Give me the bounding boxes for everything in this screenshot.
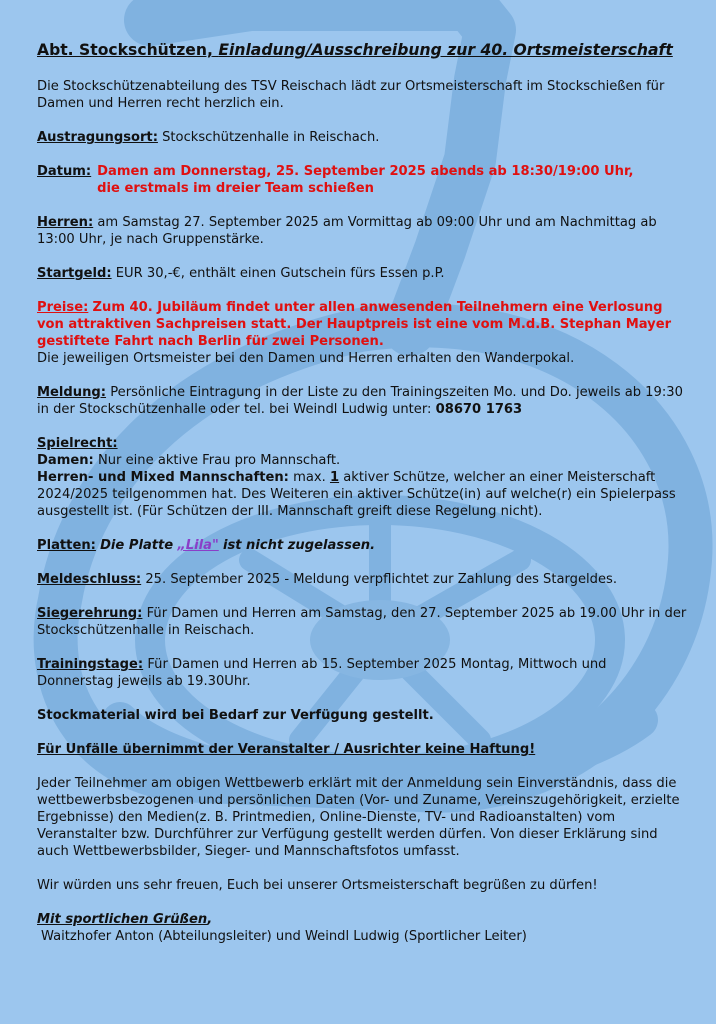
section-trainingstage [37, 656, 687, 690]
greeting [37, 911, 687, 928]
intro-text: Die Stockschützenabteilung des TSV Reischach lädt zur Ortsmeisterschaft im Stockschießen für Damen und Herren recht herzlich ein. [37, 79, 665, 111]
preise-label: Preise: [37, 300, 89, 315]
spielrecht-damen-text: Nur eine aktive Frau pro Mannschaft. [97, 453, 341, 468]
section-datum [37, 163, 687, 197]
page-title [37, 40, 687, 60]
austragungsort-text: Stockschützenhalle in Reischach. [162, 130, 380, 145]
section-meldung [37, 384, 687, 418]
datum-line1: Damen am Donnerstag, 25. September 2025 abends ab 18:30/19:00 Uhr, [97, 164, 634, 179]
stockmaterial-note: Stockmaterial wird bei Bedarf zur Verfügung gestellt. [37, 708, 434, 723]
signature: Waitzhofer Anton (Abteilungsleiter) und Weindl Ludwig (Sportlicher Leiter) [41, 929, 527, 944]
spielrecht-herren-pre: max. [293, 470, 326, 485]
trainingstage-label: Trainingstage: [37, 657, 144, 672]
section-herren [37, 214, 687, 248]
preise-highlight: Zum 40. Jubiläum findet unter allen anwesenden Teilnehmern eine Verlosung von attraktiven Sachpreisen statt. Der Hauptpreis ist eine vom M.d.B. Stephan Mayer gestiftete Fahrt nach Berlin für zwei Personen. [37, 300, 672, 349]
preise-text: Die jeweiligen Ortsmeister bei den Damen und Herren erhalten den Wanderpokal. [37, 351, 575, 366]
greeting-comma: , [207, 912, 213, 927]
startgeld-text: EUR 30,-€, enthält einen Gutschein fürs Essen p.P. [115, 266, 445, 281]
spielrecht-herren-text: aktiver Schütze, welcher an einer Meisterschaft 2024/2025 teilgenommen hat. Des Weiteren ein aktiver Schütze(in) auf welche(r) ein Spielerpass ausgestellt ist. (Für Schützen der III. Mannschaft greift diese Regelung nicht). [37, 470, 676, 519]
title-event: Einladung/Ausschreibung zur 40. Ortsmeisterschaft [218, 41, 673, 59]
herren-label: Herren: [37, 215, 94, 230]
austragungsort-label: Austragungsort: [37, 130, 158, 145]
section-austragungsort [37, 129, 687, 146]
section-siegerehrung [37, 605, 687, 639]
greeting-text: Mit sportlichen Grüßen [37, 912, 208, 927]
platten-lila: „Lila" [177, 538, 219, 553]
platten-pre: Die Platte [100, 538, 174, 553]
datum-label: Datum: [37, 164, 92, 179]
datum-line2: die erstmals im dreier Team schießen [97, 181, 374, 196]
platten-label: Platten: [37, 538, 96, 553]
siegerehrung-label: Siegerehrung: [37, 606, 143, 621]
section-platten [37, 537, 687, 554]
section-preise [37, 299, 687, 367]
siegerehrung-text: Für Damen und Herren am Samstag, den 27. September 2025 ab 19.00 Uhr in der Stockschützenhalle in Reischach. [37, 606, 687, 638]
closing-text: Wir würden uns sehr freuen, Euch bei unserer Ortsmeisterschaft begrüßen zu dürfen! [37, 878, 598, 893]
meldung-phone: 08670 1763 [435, 402, 523, 417]
section-spielrecht [37, 435, 687, 520]
meldeschluss-label: Meldeschluss: [37, 572, 142, 587]
title-department: Abt. Stockschützen, [37, 41, 213, 59]
spielrecht-herren-num: 1 [329, 470, 340, 485]
meldung-label: Meldung: [37, 385, 107, 400]
meldung-text: Persönliche Eintragung in der Liste zu den Trainingszeiten Mo. und Do. jeweils ab 19:30 in der Stockschützenhalle oder tel. bei Weindl Ludwig unter: [37, 385, 683, 417]
datenschutz-text: Jeder Teilnehmer am obigen Wettbewerb erklärt mit der Anmeldung sein Einverständnis, dass die wettbewerbsbezogenen und persönlichen Daten (Vor- und Zuname, Vereinszugehörigkeit, erzielte Ergebnisse) den Medien(z. B. Printmedien, Online-Dienste, TV- und Radioanstalten) vom Veranstalter bzw. Durchführer zur Verfügung gestellt werden dürfen. Von dieser Erklärung sind auch Wettbewerbsbilder, Sieger- und Mannschaftsfotos umfasst. [37, 776, 680, 859]
herren-text: am Samstag 27. September 2025 am Vormittag ab 09:00 Uhr und am Nachmittag ab 13:00 Uhr, je nach Gruppenstärke. [37, 215, 657, 247]
spielrecht-label: Spielrecht: [37, 436, 118, 451]
spielrecht-damen-label: Damen: [37, 453, 94, 468]
haftung-note: Für Unfälle übernimmt der Veranstalter / Ausrichter keine Haftung! [37, 742, 536, 757]
announcement-document [37, 40, 687, 945]
section-startgeld [37, 265, 687, 282]
spielrecht-herren-label: Herren- und Mixed Mannschaften: [37, 470, 289, 485]
meldeschluss-text: 25. September 2025 - Meldung verpflichtet zur Zahlung des Stargeldes. [145, 572, 618, 587]
section-meldeschluss [37, 571, 687, 588]
trainingstage-text: Für Damen und Herren ab 15. September 2025 Montag, Mittwoch und Donnerstag jeweils ab 19.30Uhr. [37, 657, 607, 689]
startgeld-label: Startgeld: [37, 266, 112, 281]
platten-post: ist nicht zugelassen. [222, 538, 376, 553]
